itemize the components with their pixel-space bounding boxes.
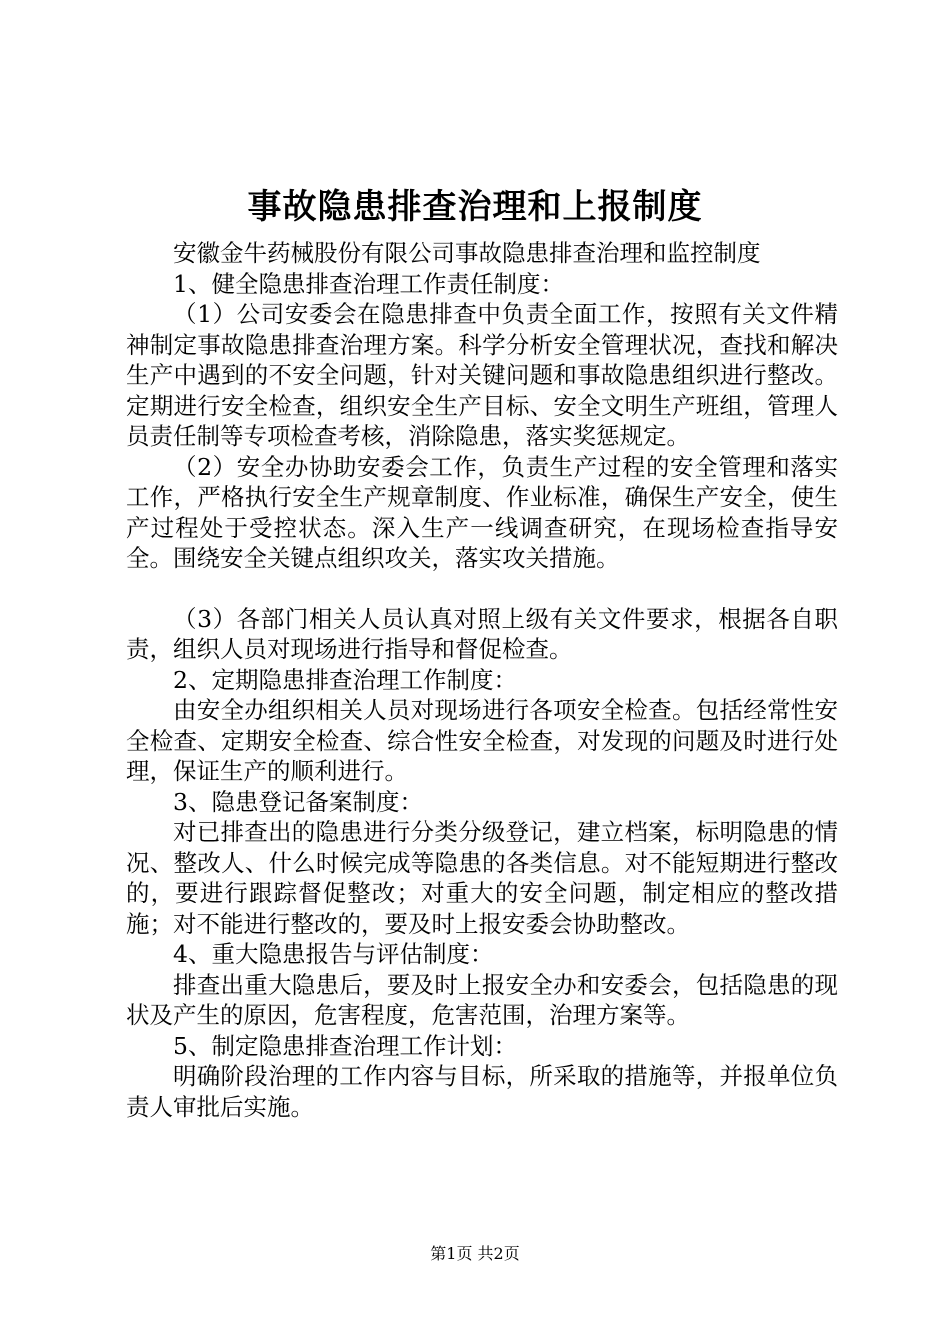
paragraph-1-3: （3）各部门相关人员认真对照上级有关文件要求，根据各自职责，组织人员对现场进行指导和督促检查。 <box>126 604 838 663</box>
section-heading-4: 4、重大隐患报告与评估制度： <box>173 940 494 968</box>
paragraph-3: 对已排查出的隐患进行分类分级登记，建立档案，标明隐患的情况、整改人、什么时候完成等隐患的各类信息。对不能短期进行整改的，要进行跟踪督促整改；对重大的安全问题，制定相应的整改措施；对不能进行整改的，要及时上报安委会协助整改。 <box>126 818 838 938</box>
section-heading-2: 2、定期隐患排查治理工作制度： <box>173 665 517 694</box>
paragraph-4: 排查出重大隐患后，要及时上报安全办和安委会，包括隐患的现状及产生的原因，危害程度，危害范围，治理方案等。 <box>126 970 838 1029</box>
document-body <box>126 238 838 1122</box>
page-number-footer: 第1页 共2页 <box>430 1244 520 1263</box>
paragraph-1-2: （2）安全办协助安委会工作，负责生产过程的安全管理和落实工作，严格执行安全生产规章制度、作业标准，确保生产安全，使生产过程处于受控状态。深入生产一线调查研究，在现场检查指导安全。围绕安全关键点组织攻关，落实攻关措施。 <box>126 452 838 572</box>
section-heading-3: 3、隐患登记备案制度： <box>173 787 423 816</box>
section-heading-1: 1、健全隐患排查治理工作责任制度： <box>173 269 564 298</box>
paragraph-subtitle: 安徽金牛药械股份有限公司事故隐患排查治理和监控制度 <box>173 239 761 267</box>
paragraph-1-1: （1）公司安委会在隐患排查中负责全面工作，按照有关文件精神制定事故隐患排查治理方案。科学分析安全管理状况，查找和解决生产中遇到的不安全问题，针对关键问题和事故隐患组织进行整改。定期进行安全检查，组织安全生产目标、安全文明生产班组，管理人员责任制等专项检查考核，消除隐患，落实奖惩规定。 <box>126 300 838 450</box>
section-heading-5: 5、制定隐患排查治理工作计划： <box>173 1031 517 1060</box>
paragraph-2: 由安全办组织相关人员对现场进行各项安全检查。包括经常性安全检查、定期安全检查、综合性安全检查，对发现的问题及时进行处理，保证生产的顺利进行。 <box>126 696 838 785</box>
paragraph-5: 明确阶段治理的工作内容与目标，所采取的措施等，并报单位负责人审批后实施。 <box>126 1062 838 1121</box>
document-title: 事故隐患排查治理和上报制度 <box>247 187 703 227</box>
